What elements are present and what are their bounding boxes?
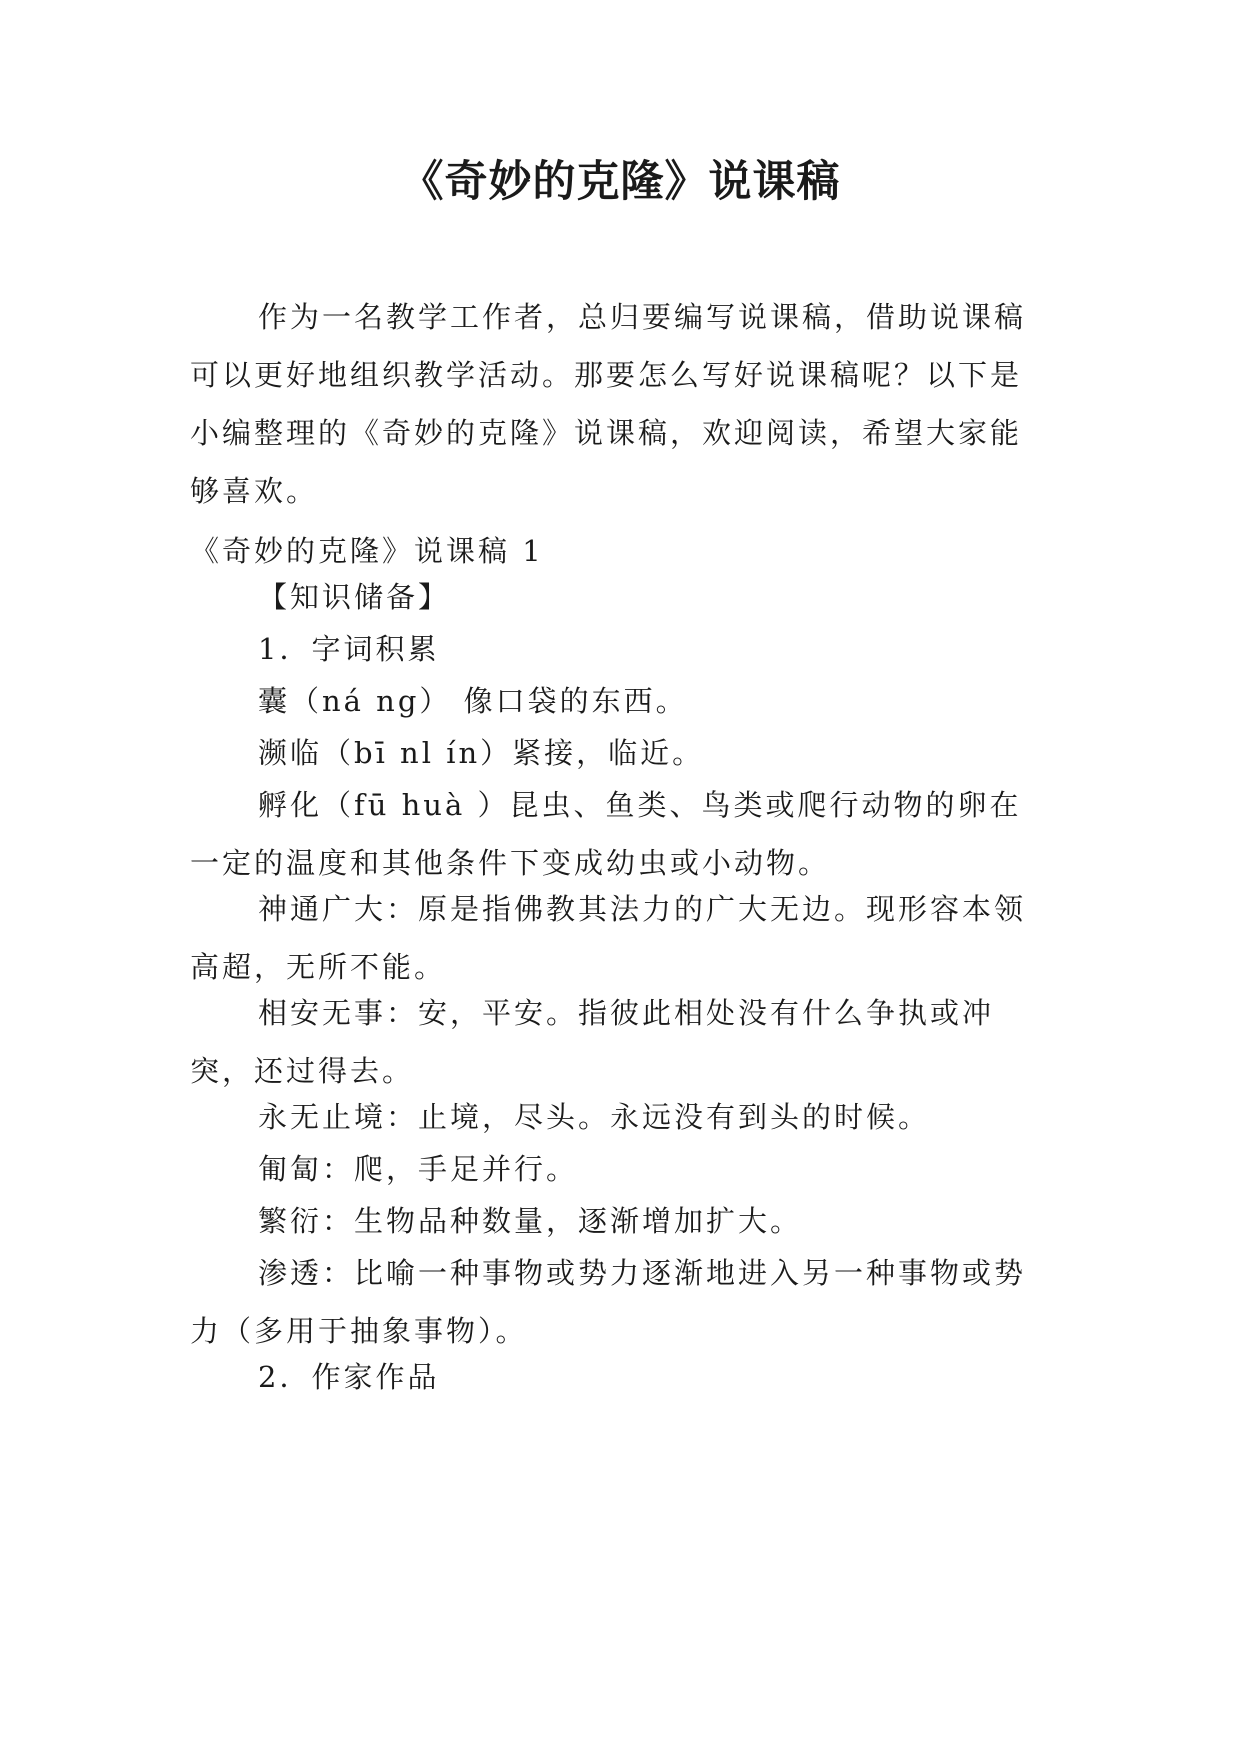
document-title: 《奇妙的克隆》说课稿 xyxy=(400,157,841,207)
vocab-entry: 永无止境：止境，尽头。永远没有到头的时候。 xyxy=(258,1100,931,1134)
vocab-entry: 繁衍：生物品种数量，逐渐增加扩大。 xyxy=(258,1204,803,1238)
vocab-entry: 濒临（bī nl ín）紧接，临近。 xyxy=(258,736,705,770)
item-heading-vocabulary: 1．字词积累 xyxy=(258,632,440,666)
vocab-entry: 匍匐：爬，手足并行。 xyxy=(258,1152,579,1186)
intro-paragraph: 作为一名教学工作者，总归要编写说课稿，借助说课稿可以更好地组织教学活动。那要怎么写好说课稿呢？以下是小编整理的《奇妙的克隆》说课稿，欢迎阅读，希望大家能够喜欢。 xyxy=(190,300,1027,508)
vocab-entry: 孵化（fū huà ）昆虫、鱼类、鸟类或爬行动物的卵在一定的温度和其他条件下变成幼虫或小动物。 xyxy=(190,788,1022,880)
knowledge-heading: 【知识储备】 xyxy=(258,580,451,614)
section-heading: 《奇妙的克隆》说课稿 1 xyxy=(190,534,544,568)
vocab-entry: 渗透：比喻一种事物或势力逐渐地进入另一种事物或势力（多用于抽象事物）。 xyxy=(190,1256,1027,1348)
item-heading-author-works: 2．作家作品 xyxy=(258,1360,440,1394)
vocab-entry: 相安无事：安，平安。指彼此相处没有什么争执或冲突，还过得去。 xyxy=(190,996,995,1088)
vocab-entry: 神通广大：原是指佛教其法力的广大无边。现形容本领高超，无所不能。 xyxy=(190,892,1027,984)
vocab-entry: 囊（ná ng） 像口袋的东西。 xyxy=(258,684,688,718)
